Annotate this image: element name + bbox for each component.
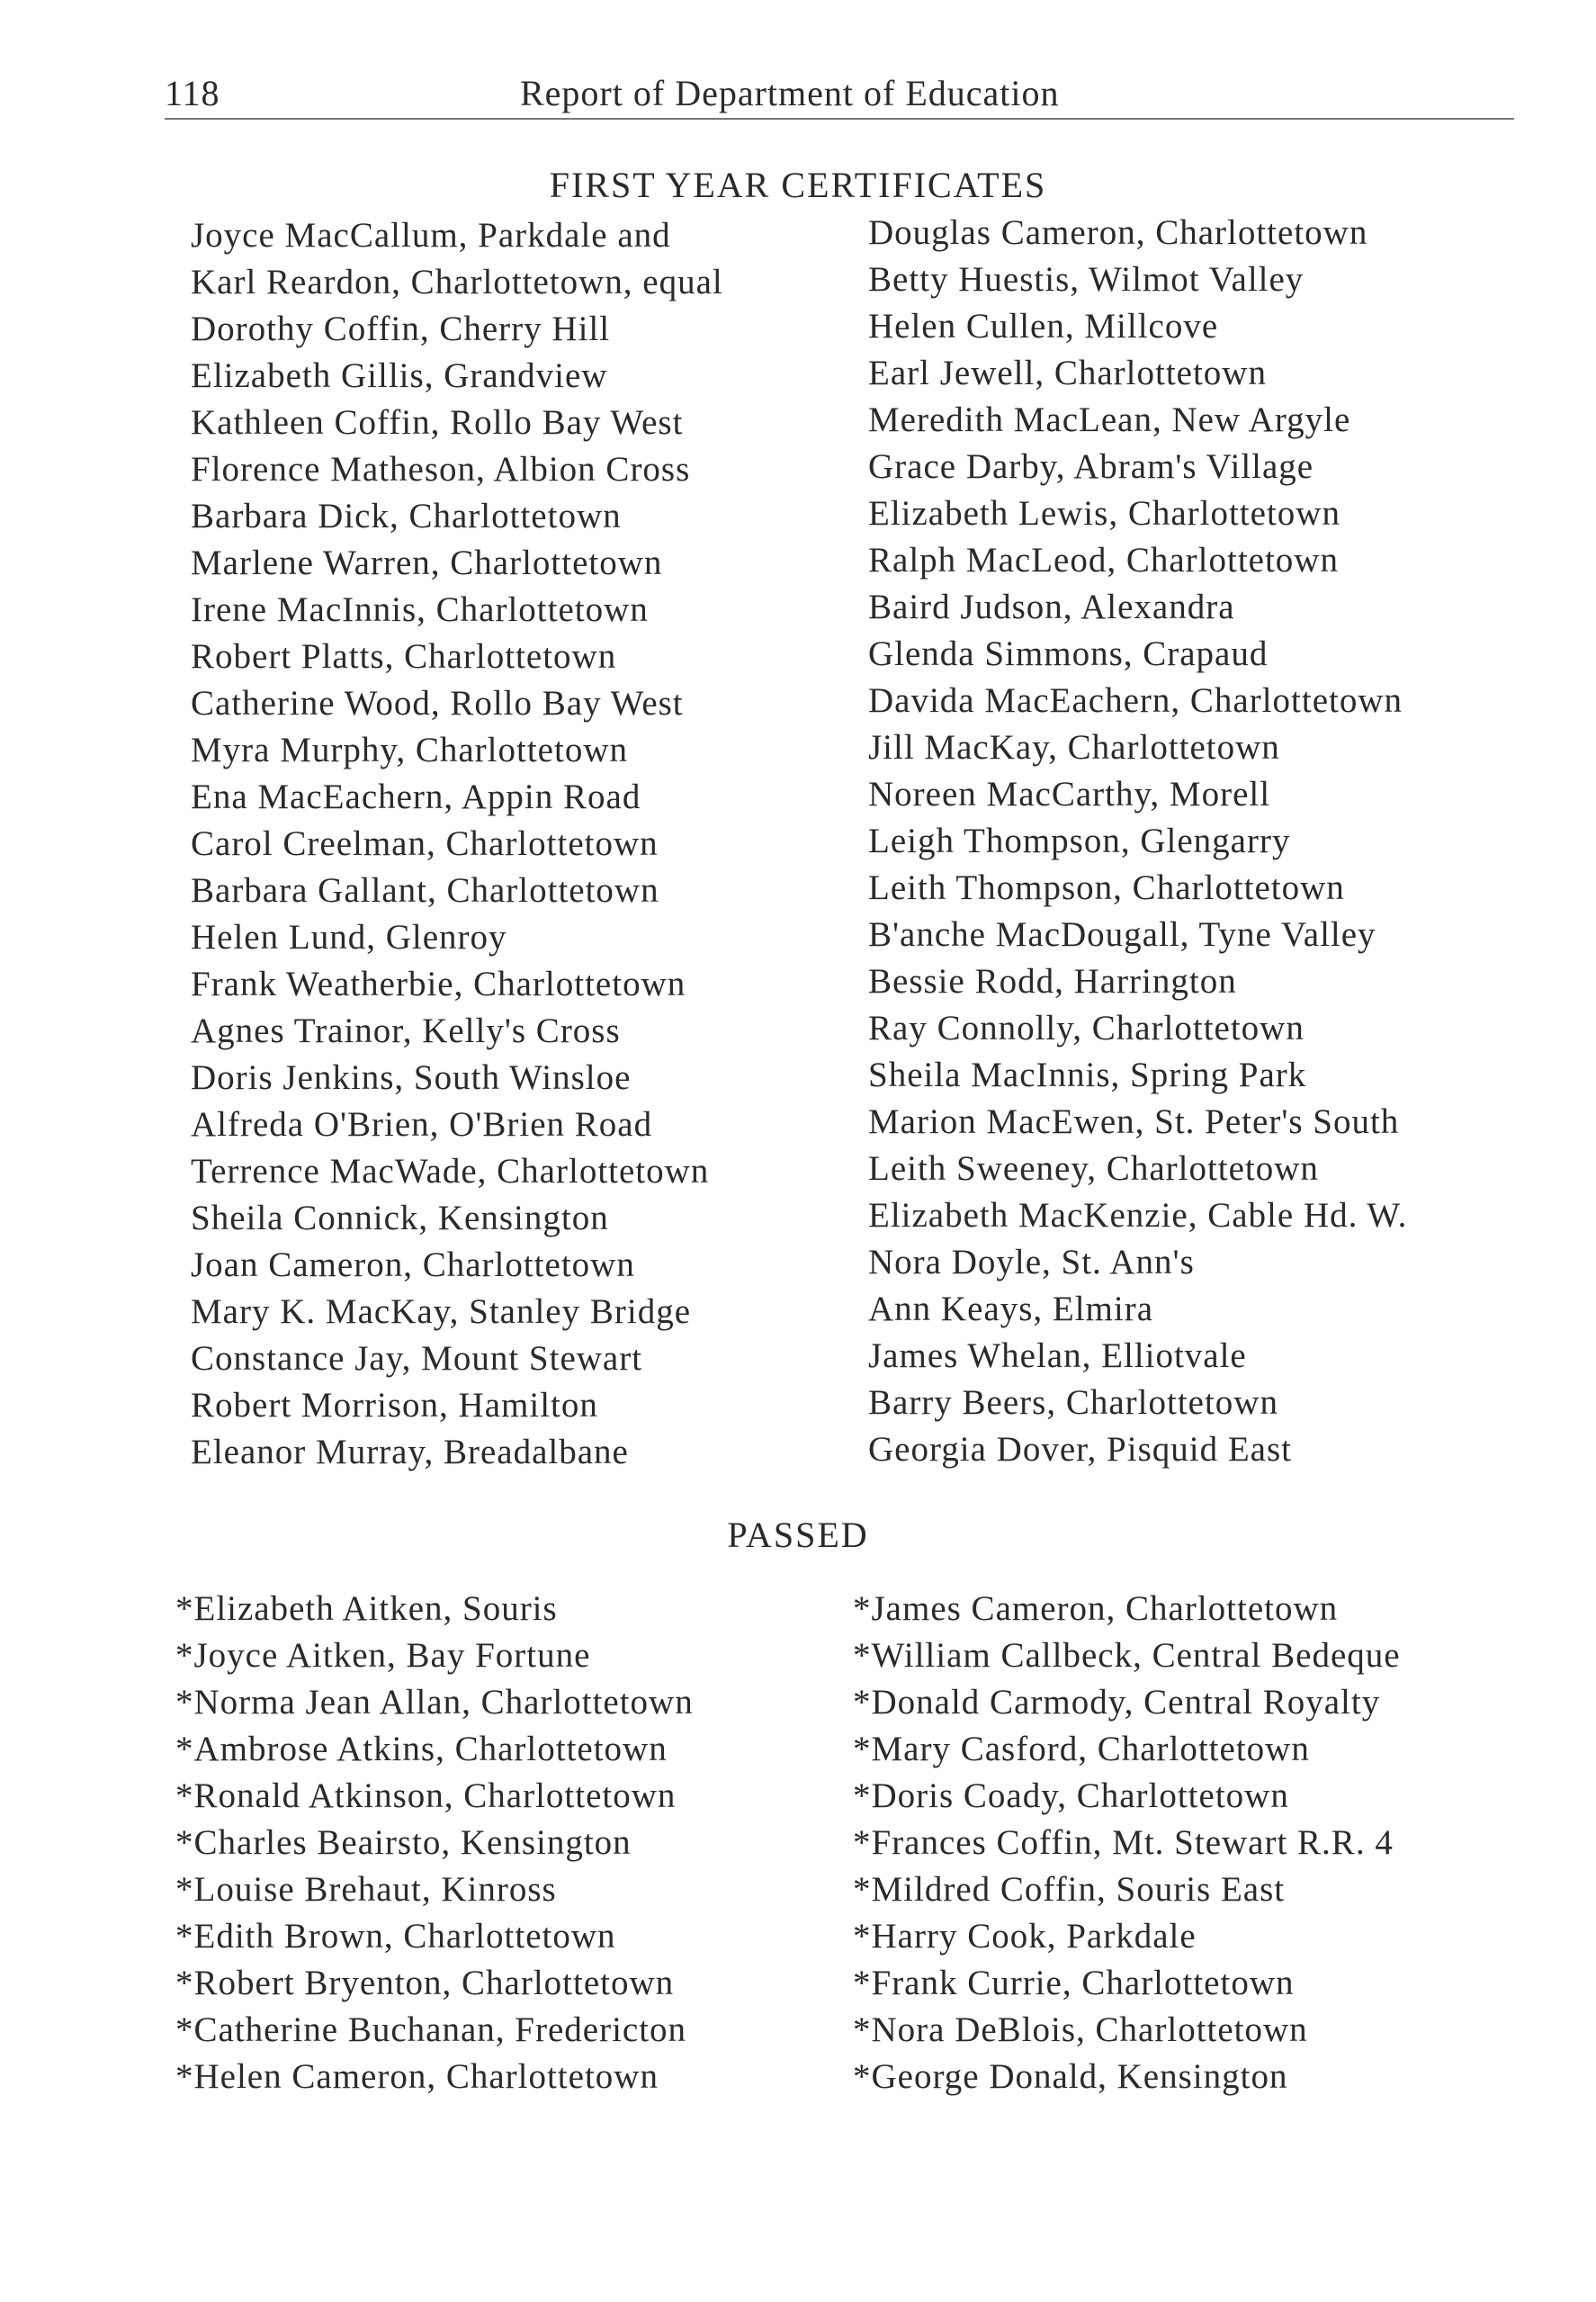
running-title: Report of Department of Education <box>520 73 1060 113</box>
name-entry: Florence Matheson, Albion Cross <box>191 450 691 489</box>
name-entry: *Charles Beairsto, Kensington <box>175 1823 632 1862</box>
name-entry: *Mildred Coffin, Souris East <box>853 1870 1286 1909</box>
name-entry: Ralph MacLeod, Charlottetown <box>868 541 1339 580</box>
name-entry: *Frances Coffin, Mt. Stewart R.R. 4 <box>853 1823 1394 1862</box>
name-entry: Dorothy Coffin, Cherry Hill <box>191 310 611 348</box>
passed-right-column <box>853 1586 1401 2100</box>
name-entry: Baird Judson, Alexandra <box>868 588 1235 626</box>
name-entry: Sheila MacInnis, Spring Park <box>868 1056 1307 1094</box>
name-entry: *Norma Jean Allan, Charlottetown <box>175 1683 694 1722</box>
name-entry: Elizabeth Gillis, Grandview <box>191 356 608 395</box>
name-entry: *George Donald, Kensington <box>853 2057 1288 2096</box>
name-entry: *Louise Brehaut, Kinross <box>175 1870 557 1909</box>
name-entry: Ann Keays, Elmira <box>868 1290 1154 1328</box>
name-entry: Mary K. MacKay, Stanley Bridge <box>191 1292 692 1331</box>
name-entry: *Harry Cook, Parkdale <box>853 1917 1197 1956</box>
name-entry: Noreen MacCarthy, Morell <box>868 775 1271 814</box>
name-entry: Betty Huestis, Wilmot Valley <box>868 260 1305 299</box>
name-entry: *William Callbeck, Central Bedeque <box>853 1636 1401 1675</box>
name-entry: Douglas Cameron, Charlottetown <box>868 213 1368 252</box>
name-entry: *Robert Bryenton, Charlottetown <box>175 1964 675 2002</box>
name-entry: Agnes Trainor, Kelly's Cross <box>191 1012 621 1050</box>
name-entry: Constance Jay, Mount Stewart <box>191 1339 643 1378</box>
name-entry: *James Cameron, Charlottetown <box>853 1589 1339 1628</box>
name-entry: B'anche MacDougall, Tyne Valley <box>868 915 1376 954</box>
name-entry: Elizabeth MacKenzie, Cable Hd. W. <box>868 1196 1408 1235</box>
name-entry: Leigh Thompson, Glengarry <box>868 822 1291 860</box>
name-entry: Carol Creelman, Charlottetown <box>191 824 659 863</box>
name-entry: Glenda Simmons, Crapaud <box>868 634 1269 673</box>
name-entry: Frank Weatherbie, Charlottetown <box>191 965 686 1003</box>
name-entry: *Ronald Atkinson, Charlottetown <box>175 1776 677 1815</box>
name-entry: Joyce MacCallum, Parkdale and <box>191 216 671 255</box>
name-entry: Nora Doyle, St. Ann's <box>868 1243 1195 1281</box>
name-entry: Meredith MacLean, New Argyle <box>868 400 1351 439</box>
name-entry: Karl Reardon, Charlottetown, equal <box>191 263 723 301</box>
name-entry: Elizabeth Lewis, Charlottetown <box>868 494 1340 533</box>
name-entry: Joan Cameron, Charlottetown <box>191 1245 635 1284</box>
name-entry: Marion MacEwen, St. Peter's South <box>868 1102 1400 1141</box>
name-entry: *Frank Currie, Charlottetown <box>853 1964 1295 2002</box>
name-entry: Catherine Wood, Rollo Bay West <box>191 684 684 723</box>
name-entry: Leith Thompson, Charlottetown <box>868 868 1345 907</box>
name-entry: Irene MacInnis, Charlottetown <box>191 590 649 629</box>
name-entry: Leith Sweeney, Charlottetown <box>868 1149 1319 1188</box>
name-entry: Eleanor Murray, Breadalbane <box>191 1433 629 1471</box>
passed-heading: PASSED <box>727 1515 869 1555</box>
name-entry: Bessie Rodd, Harrington <box>868 962 1237 1001</box>
name-entry: Barry Beers, Charlottetown <box>868 1383 1278 1422</box>
name-entry: *Helen Cameron, Charlottetown <box>175 2057 659 2096</box>
name-entry: Helen Cullen, Millcove <box>868 307 1219 346</box>
first-year-heading: FIRST YEAR CERTIFICATES <box>549 165 1047 205</box>
name-entry: Ena MacEachern, Appin Road <box>191 778 641 816</box>
name-entry: *Edith Brown, Charlottetown <box>175 1917 616 1956</box>
header-rule <box>165 118 1514 120</box>
name-entry: Robert Morrison, Hamilton <box>191 1386 598 1425</box>
name-entry: Grace Darby, Abram's Village <box>868 447 1314 486</box>
name-entry: James Whelan, Elliotvale <box>868 1336 1247 1375</box>
name-entry: *Donald Carmody, Central Royalty <box>853 1683 1381 1722</box>
name-entry: Jill MacKay, Charlottetown <box>868 728 1280 767</box>
first-year-left-column <box>191 212 723 1476</box>
name-entry: *Joyce Aitken, Bay Fortune <box>175 1636 591 1675</box>
name-entry: *Doris Coady, Charlottetown <box>853 1776 1289 1815</box>
name-entry: *Mary Casford, Charlottetown <box>853 1730 1310 1768</box>
name-entry: Georgia Dover, Pisquid East <box>868 1430 1292 1469</box>
name-entry: Davida MacEachern, Charlottetown <box>868 681 1403 720</box>
name-entry: Ray Connolly, Charlottetown <box>868 1009 1305 1048</box>
passed-left-column <box>175 1586 694 2100</box>
name-entry: *Elizabeth Aitken, Souris <box>175 1589 558 1628</box>
name-entry: Barbara Gallant, Charlottetown <box>191 871 659 910</box>
name-entry: Sheila Connick, Kensington <box>191 1199 609 1237</box>
name-entry: Kathleen Coffin, Rollo Bay West <box>191 403 684 442</box>
name-entry: Barbara Dick, Charlottetown <box>191 497 622 535</box>
name-entry: Alfreda O'Brien, O'Brien Road <box>191 1105 653 1144</box>
name-entry: *Catherine Buchanan, Fredericton <box>175 2010 687 2049</box>
name-entry: Earl Jewell, Charlottetown <box>868 354 1267 392</box>
name-entry: Marlene Warren, Charlottetown <box>191 544 663 582</box>
name-entry: Robert Platts, Charlottetown <box>191 637 617 676</box>
name-entry: Terrence MacWade, Charlottetown <box>191 1152 710 1191</box>
name-entry: Doris Jenkins, South Winsloe <box>191 1058 632 1097</box>
name-entry: Myra Murphy, Charlottetown <box>191 731 628 769</box>
page-number: 118 <box>165 73 220 113</box>
name-entry: *Nora DeBlois, Charlottetown <box>853 2010 1308 2049</box>
name-entry: *Ambrose Atkins, Charlottetown <box>175 1730 668 1768</box>
first-year-right-column <box>868 210 1407 1473</box>
name-entry: Helen Lund, Glenroy <box>191 918 507 957</box>
